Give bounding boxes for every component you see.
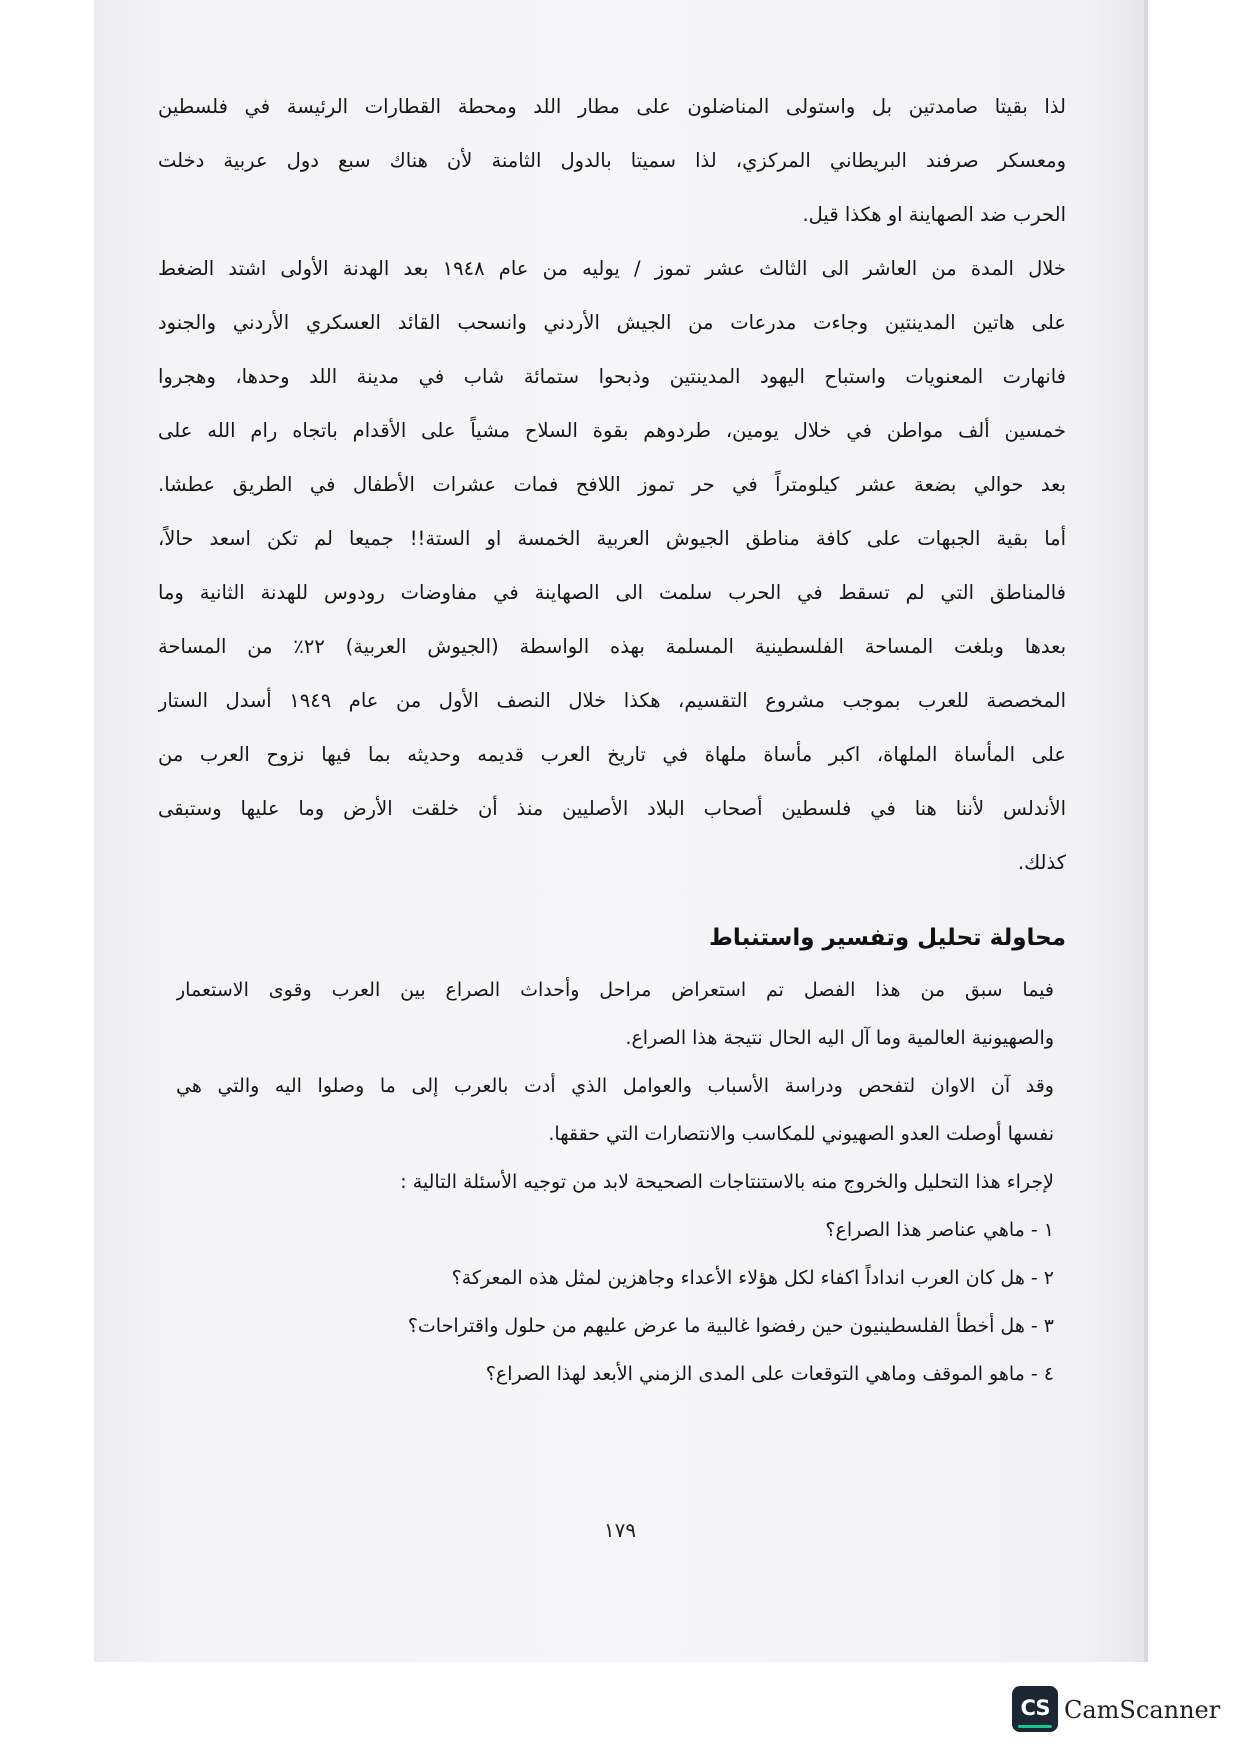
list-item: ٣ - هل أخطأ الفلسطينيون حين رفضوا غالبية ما عرض عليهم من حلول واقتراحات؟ [407,1315,1054,1337]
text-line: خمسين ألف مواطن في خلال يومين، طردوهم بقوة السلاح مشياً على الأقدام باتجاه رام الله على [158,419,1066,442]
text-line: بعدها وبلغت المساحة الفلسطينية المسلمة بهذه الواسطة (الجيوش العربية) ٢٢٪ من المساحة [158,635,1066,658]
text-line: ومعسكر صرفند البريطاني المركزي، لذا سميتا بالدول الثامنة لأن هناك سبع دول عربية دخلت [158,149,1066,172]
text-line: بعد حوالي بضعة عشر كيلومتراً في حر تموز اللافح فمات عشرات الأطفال في الطريق عطشا. [158,473,1066,496]
text-line: وقد آن الاوان لتفحص ودراسة الأسباب والعوامل الذي أدت بالعرب إلى ما وصلوا اليه والتي هي [176,1075,1054,1097]
list-item: ١ - ماهي عناصر هذا الصراع؟ [825,1219,1054,1241]
list-item: ٤ - ماهو الموقف وماهي التوقعات على المدى الزمني الأبعد لهذا الصراع؟ [485,1363,1054,1385]
text-line: نفسها أوصلت العدو الصهيوني للمكاسب والانتصارات التي حققها. [548,1123,1054,1145]
page-number: ١٧٩ [603,1518,637,1542]
text-line: أما بقية الجبهات على كافة مناطق الجيوش العربية الخمسة او الستة!! جميعا لم تكن اسعد حالاً، [158,527,1066,550]
text-line: الحرب ضد الصهاينة او هكذا قيل. [802,203,1066,226]
text-line: لإجراء هذا التحليل والخروج منه بالاستنتاجات الصحيحة لابد من توجيه الأسئلة التالية : [400,1171,1054,1193]
text-line: فيما سبق من هذا الفصل تم استعراض مراحل وأحداث الصراع بين العرب وقوى الاستعمار [176,979,1054,1001]
text-line: المخصصة للعرب بموجب مشروع التقسيم، هكذا خلال النصف الأول من عام ١٩٤٩ أسدل الستار [158,689,1066,712]
text-line: الأندلس لأننا هنا في فلسطين أصحاب البلاد الأصليين منذ أن خلقت الأرض وما عليها وستبقى [158,797,1066,820]
text-line: فانهارت المعنويات واستباح اليهود المدينتين وذبحوا ستمائة شاب في مدينة اللد وحدها، وهجروا [158,365,1066,388]
text-line: فالمناطق التي لم تسقط في الحرب سلمت الى الصهاينة في مفاوضات رودوس للهدنة الثانية وما [158,581,1066,604]
text-line: لذا بقيتا صامدتين بل واستولى المناضلون على مطار اللد ومحطة القطارات الرئيسة في فلسطين [158,95,1066,118]
body-text-section-1 [158,80,1066,890]
list-item: ٢ - هل كان العرب انداداً اكفاء لكل هؤلاء الأعداء وجاهزين لمثل هذه المعركة؟ [451,1267,1054,1289]
camscanner-watermark-text: CamScanner [1064,1696,1221,1724]
text-line: على هاتين المدينتين وجاءت مدرعات من الجيش الأردني وانسحب القائد العسكري الأردني والجنود [158,311,1066,334]
camscanner-logo-icon: CS [1012,1686,1058,1732]
text-line: كذلك. [1017,851,1066,874]
text-line: خلال المدة من العاشر الى الثالث عشر تموز / يوليه من عام ١٩٤٨ بعد الهدنة الأولى اشتد الضغط [158,257,1066,280]
body-text-section-2 [176,966,1054,1398]
text-line: على المأساة الملهاة، اكبر مأساة ملهاة في تاريخ العرب قديمه وحديثه بما فيها نزوح العرب من [158,743,1066,766]
text-line: والصهيونية العالمية وما آل اليه الحال نتيجة هذا الصراع. [625,1027,1054,1049]
section-heading: محاولة تحليل وتفسير واستنباط [709,925,1066,951]
